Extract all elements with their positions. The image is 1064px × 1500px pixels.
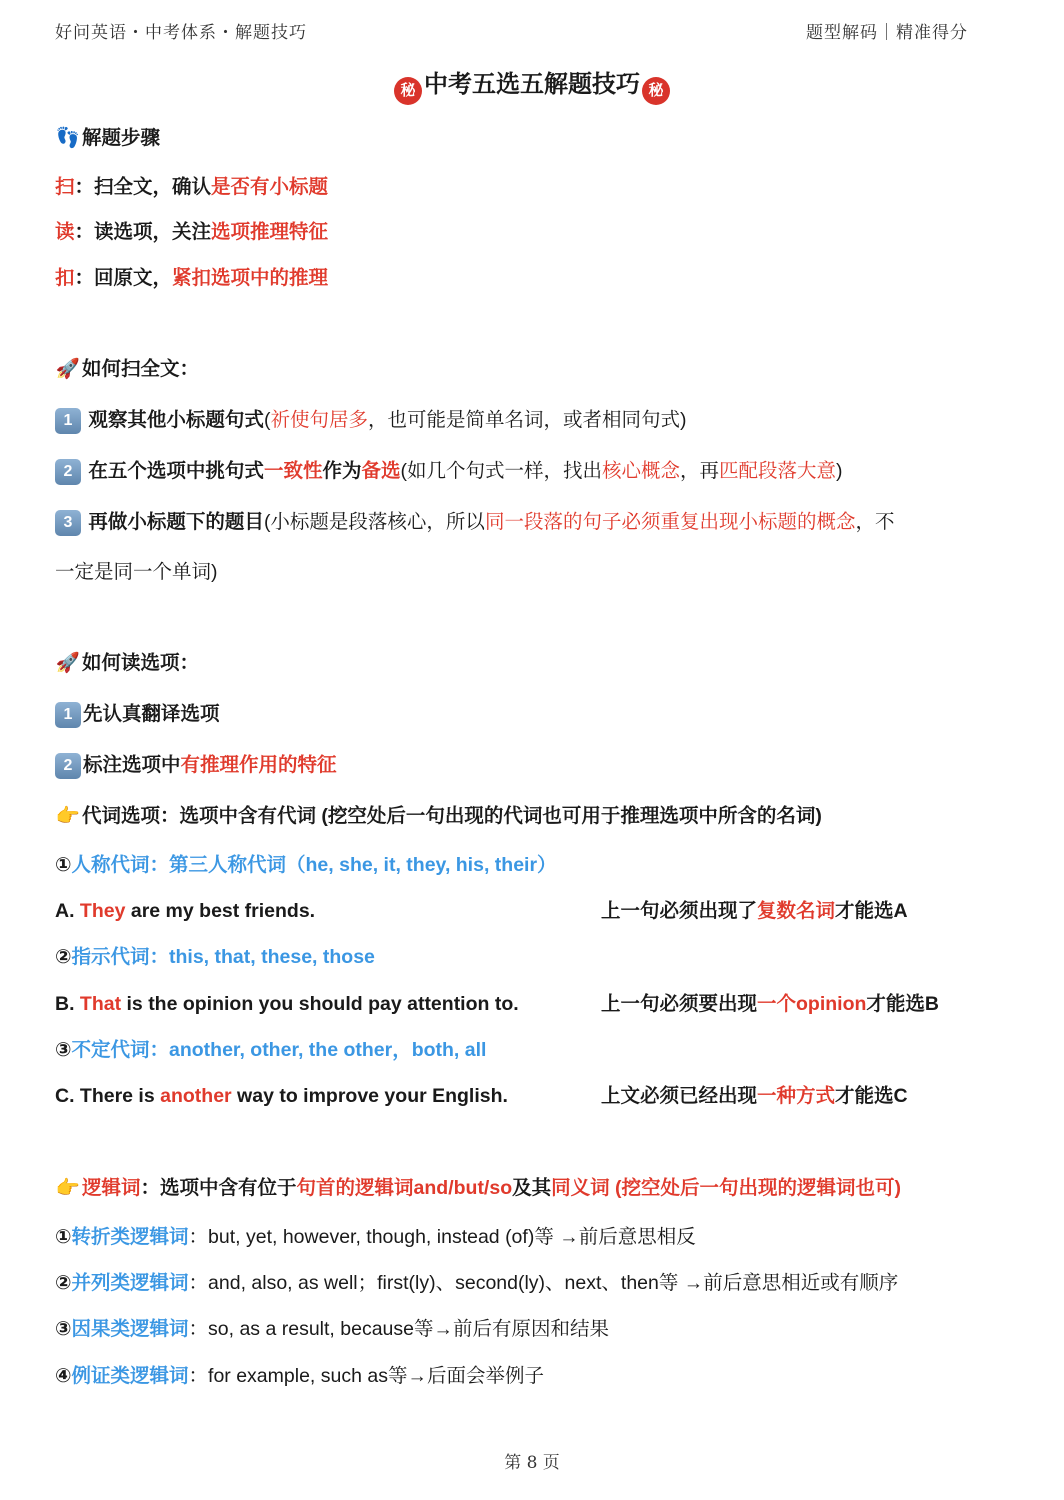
pronoun-personal: ①人称代词：第三人称代词（he, she, it, they, his, their）: [55, 854, 557, 876]
scan-heading: 🚀如何扫全文：: [55, 354, 974, 384]
logic-item-cause: ③因果类逻辑词：so, as a result, because等→前后有原因和结果: [55, 1318, 609, 1340]
pronoun-heading: 👉代词选项：选项中含有代词 (挖空处后一句出现的代词也可用于推理选项中所含的名词): [55, 801, 974, 831]
example-a: A. They are my best friends. 上一句必须出现了复数名词才能选A: [55, 900, 908, 922]
number-2-icon: 2: [55, 753, 81, 779]
header-left: 好问英语・中考体系・解题技巧: [55, 23, 307, 43]
logic-item-example: ④例证类逻辑词：for example, such as等→后面会举例子: [55, 1365, 544, 1387]
logic-item-parallel: ②并列类逻辑词：and, also, as well；first(ly)、second(ly)、next、then等 →前后意思相近或有顺序: [55, 1272, 899, 1294]
read-step-1: 1 先认真翻译选项: [55, 699, 974, 729]
secret-seal-icon: 秘: [642, 77, 670, 105]
scan-item-1: 1 观察其他小标题句式(祈使句居多，也可能是简单名词，或者相同句式): [55, 405, 974, 435]
logic-item-contrast: ①转折类逻辑词：but, yet, however, though, instead (of)等 →前后意思相反: [55, 1226, 696, 1248]
pointing-hand-icon: 👉: [55, 805, 81, 827]
steps-heading: 👣解题步骤: [55, 123, 974, 153]
rocket-icon: 🚀: [55, 652, 81, 674]
pronoun-indefinite: ③不定代词：another, other, the other，both, all: [55, 1039, 487, 1061]
pointing-hand-icon: 👉: [55, 1177, 81, 1199]
scan-item-3: 3 再做小标题下的题目(小标题是段落核心，所以同一段落的句子必须重复出现小标题的概念，不: [55, 507, 974, 537]
read-heading: 🚀如何读选项：: [55, 648, 974, 678]
header-right: 题型解码｜精准得分: [806, 23, 968, 43]
page-title: [0, 64, 1064, 105]
scan-item-3-cont: 一定是同一个单词): [55, 561, 218, 583]
pronoun-demonstrative: ②指示代词：this, that, these, those: [55, 946, 375, 968]
page-number: 第 8 页: [504, 1453, 560, 1473]
number-1-icon: 1: [55, 702, 81, 728]
step-link: 扣：回原文，紧扣选项中的推理: [55, 267, 329, 289]
step-scan: 扫：扫全文，确认是否有小标题: [55, 176, 329, 198]
secret-seal-icon: 秘: [394, 77, 422, 105]
step-read: 读：读选项，关注选项推理特征: [55, 221, 329, 243]
number-1-icon: 1: [55, 408, 81, 434]
example-c: C. There is another way to improve your English. 上文必须已经出现一种方式才能选C: [55, 1085, 908, 1107]
rocket-icon: 🚀: [55, 358, 81, 380]
title-text: 中考五选五解题技巧: [424, 71, 640, 98]
logic-heading: 👉逻辑词：选项中含有位于句首的逻辑词and/but/so及其同义词 (挖空处后一句出现的逻辑词也可): [55, 1173, 974, 1203]
example-b: B. That is the opinion you should pay attention to. 上一句必须要出现一个opinion才能选B: [55, 993, 940, 1015]
page-header: [55, 18, 968, 43]
number-2-icon: 2: [55, 459, 81, 485]
number-3-icon: 3: [55, 510, 81, 536]
footprints-icon: 👣: [55, 127, 81, 149]
read-step-2: 2 标注选项中有推理作用的特征: [55, 750, 974, 780]
scan-item-2: 2 在五个选项中挑句式一致性作为备选(如几个句式一样，找出核心概念，再匹配段落大意): [55, 456, 974, 486]
